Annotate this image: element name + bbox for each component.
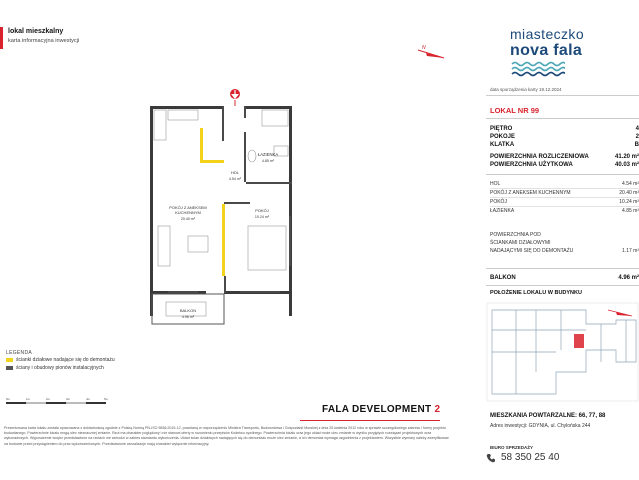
room-row-hall: [490, 181, 639, 187]
development-number: 2: [434, 404, 441, 415]
room-row-room: [490, 199, 639, 205]
divider: [486, 285, 639, 286]
development-name: [322, 404, 440, 415]
repeat-label: MIESZKANIA POWTARZALNE:: [490, 413, 577, 419]
summary-stairwell: [490, 142, 639, 148]
balcony-value: 4.96 m²: [618, 275, 639, 281]
location-title: POŁOŻENIE LOKALU W BUDYNKU: [490, 290, 582, 296]
scale-label: 4m: [86, 397, 91, 401]
brand-logo-line2: nova fala: [510, 42, 583, 59]
unit-number-value: 99: [530, 106, 540, 115]
entrance-arrow-icon: [230, 89, 240, 106]
room-row-bath: [490, 208, 639, 214]
plan-bath-label: ŁAZIENKA: [257, 152, 279, 157]
legend-item-walls: [6, 365, 104, 371]
legend-label: ścianki działowe nadające się do demontażu: [16, 357, 115, 363]
compass-label: N: [422, 45, 426, 51]
divider: [486, 268, 639, 269]
demolition-label-3: NADAJĄCYMI SIĘ DO DEMONTAŻU: [490, 248, 574, 254]
scale-bar: [6, 397, 122, 407]
repeat-value: 66, 77, 88: [578, 413, 606, 419]
room-value: 4.85 m²: [622, 208, 639, 214]
divider: [486, 174, 639, 175]
area-usable: [490, 162, 639, 168]
outer-walls: [150, 106, 292, 316]
building-location-plan: [486, 302, 639, 402]
scale-label: 0m: [6, 397, 11, 401]
header-accent-bar: [0, 27, 3, 49]
plan-balcony-area: 4.96 m²: [181, 315, 195, 319]
card-date: data sporządzenia karty 19.12.2024: [490, 87, 562, 92]
demolition-partitions: [200, 128, 225, 276]
plan-room-label: POKÓJ: [255, 208, 269, 213]
room-label: POKÓJ: [490, 199, 507, 205]
summary-value: 4: [635, 126, 639, 132]
room-value: 10.24 m²: [619, 199, 639, 205]
furniture: [154, 110, 288, 316]
phone-icon: [486, 453, 495, 463]
sales-phone[interactable]: [486, 452, 559, 463]
room-value: 4.54 m²: [622, 181, 639, 187]
summary-label: KLATKA: [490, 142, 515, 148]
demolition-value: 1.17 m²: [622, 248, 639, 254]
room-row-living: [490, 190, 639, 196]
sales-phone-number[interactable]: 58 350 25 40: [501, 452, 560, 463]
area-label: POWIERZCHNIA ROZLICZENIOWA: [490, 154, 589, 160]
demolition-row: [490, 248, 639, 254]
plan-room-area: 10.24 m²: [254, 215, 270, 219]
summary-value: B: [634, 142, 639, 148]
summary-floor: [490, 126, 639, 132]
room-label: POKÓJ Z ANEKSEM KUCHENNYM: [490, 190, 571, 196]
summary-label: PIĘTRO: [490, 126, 513, 132]
development-name-text: FALA DEVELOPMENT: [322, 404, 432, 415]
plan-balcony-label: BALKON: [179, 308, 197, 313]
plan-living-label-2: KUCHENNYM: [175, 210, 201, 215]
divider: [490, 197, 639, 198]
divider: [490, 188, 639, 189]
plan-bath-area: 4.85 m²: [261, 159, 275, 163]
interior-walls: [222, 106, 292, 293]
area-label: POWIERZCHNIA UŻYTKOWA: [490, 162, 573, 168]
unit-label: LOKAL NR: [490, 106, 529, 115]
unit-highlight: [574, 334, 584, 348]
compass-icon: [416, 40, 446, 68]
disclaimer-text: Prezentowana karta lokalu została opracowana z dokładnością zgodnie z Polską Normą PN-ISO 9836:2015-12, powołaną w rozporządzeniu Ministra Transportu, Budownictwa i Gospodarki Morskiej z dnia 25 kwietnia 2012 roku w sprawie szczegółowego zakresu i formy projektu budowlanego. Powierzchnie lokalu mogą ulec nieznacznej zmianie. Rzut ma charakter poglądowy i nie stanowi oferty w rozumieniu przepisów Kodeksu cywilnego. Powierzchnia lokalu oraz jego układ może ulec zmianie w wyniku przyjętych rozwiązań projektowych oraz wykonawczych. Wyposażenie wnętrz przedstawione na rzutach nie wchodzi w zakres standardu wykończenia. Układ ścian działowych nadających się do demontażu może ulec zmianie, a ich demontaż wymaga uzgodnienia z projektantem. Wszystkie wymiary należy zweryfikować na budowie przed przystąpieniem do prac wykończeniowych. Przedstawione wizualizacje mają charakter wyłącznie informacyjny.: [4, 426, 449, 446]
balcony-row: [490, 275, 639, 281]
scale-label: 2m: [46, 397, 51, 401]
waves-logo-icon: [511, 60, 565, 78]
scale-label: 5m: [104, 397, 109, 401]
page-title: lokal mieszkalny: [8, 28, 64, 35]
legend-title: LEGENDA: [6, 350, 32, 356]
divider: [486, 95, 639, 96]
summary-value: 2: [635, 134, 639, 140]
divider-line: [300, 420, 440, 421]
summary-rooms: [490, 134, 639, 140]
windows: [168, 216, 290, 292]
room-label: ŁAZIENKA: [490, 208, 515, 214]
area-value: 41.20 m²: [614, 154, 639, 160]
floor-plan: [140, 86, 310, 326]
investment-address: Adres inwestycji: GDYNIA, ul. Chylońska 244: [490, 423, 591, 429]
sales-office-label: BIURO SPRZEDAŻY: [490, 445, 534, 450]
plan-living-label-1: POKÓJ Z ANEKSEM: [169, 205, 207, 210]
brand-logo-line1: miasteczko: [510, 26, 585, 42]
plan-hall-area: 4.54 m²: [228, 177, 242, 181]
plan-living-area: 20.40 m²: [180, 217, 196, 221]
area-billing: [490, 154, 639, 160]
room-label: HOL: [490, 181, 501, 187]
divider: [486, 118, 639, 119]
unit-number: [490, 106, 539, 115]
legend-label: ściany i obudowy pionów instalacyjnych: [16, 365, 104, 371]
legend-swatch-gray: [6, 366, 13, 370]
demolition-label-2: ŚCIANKAMI DZIAŁOWYMI: [490, 240, 551, 246]
plan-hall-label: HOL: [230, 170, 240, 175]
scale-label: 1m: [26, 397, 31, 401]
scale-label: 3m: [66, 397, 71, 401]
area-value: 40.03 m²: [614, 162, 639, 168]
repeat-units: [490, 413, 605, 419]
legend-item-demolition: [6, 357, 115, 363]
demolition-label-1: POWIERZCHNIA POD: [490, 232, 541, 238]
divider: [490, 206, 639, 207]
room-value: 20.40 m²: [619, 190, 639, 196]
summary-label: POKOJE: [490, 134, 516, 140]
page-subtitle: karta informacyjna inwestycji: [8, 38, 80, 44]
legend-swatch-yellow: [6, 358, 13, 362]
balcony-label: BALKON: [490, 275, 516, 281]
